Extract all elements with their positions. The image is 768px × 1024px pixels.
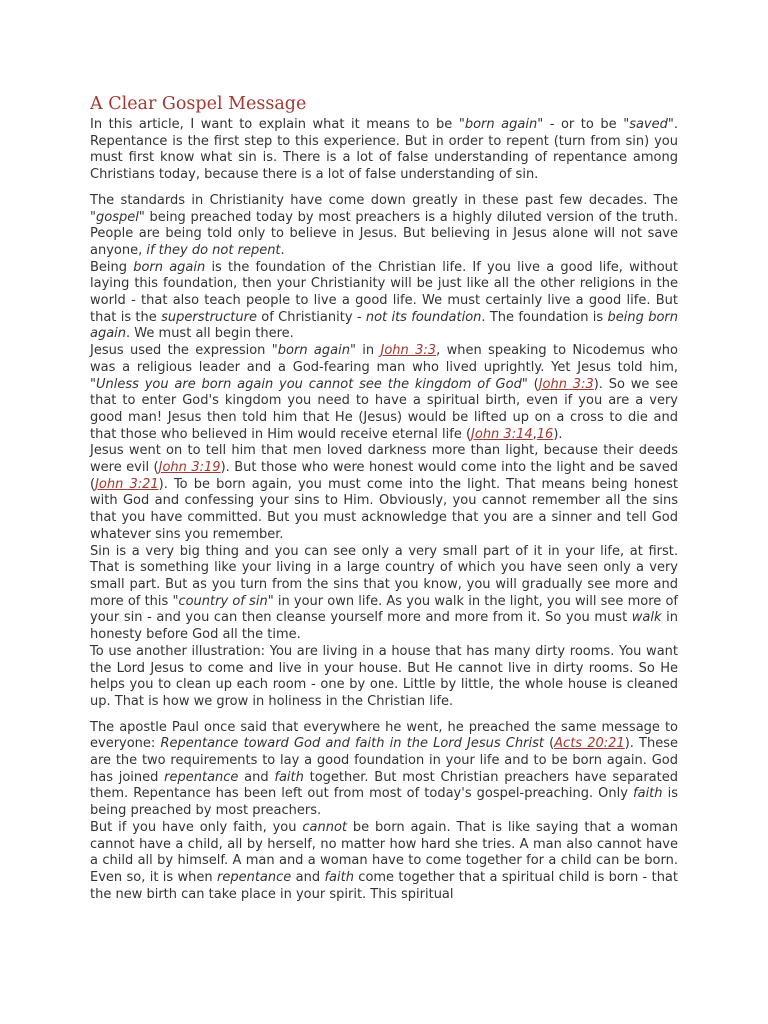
scripture-reference-link[interactable]: Acts 20:21: [554, 736, 625, 752]
paragraph-text: .: [280, 242, 285, 258]
paragraph-text: ). To be born again, you must come into the light. That means being honest with God and confessing your sins to Him. Obviously, you cannot remember all the sins that you have committed. But you must acknowledge that you are a sinner and tell God whatever sins you remember.: [90, 476, 678, 542]
paragraph: [90, 117, 678, 184]
paragraph-text: and: [291, 869, 325, 885]
paragraph-text: ,: [532, 426, 537, 442]
paragraph-text: To use another illustration: You are living in a house that has many dirty rooms. You want the Lord Jesus to come and live in your house. But He cannot live in dirty rooms. So He helps you to clean up each room - one by one. Little by little, the whole house is cleaned up. That is how we grow in holiness in the Christian life.: [90, 643, 678, 709]
paragraph-text: . The foundation is: [481, 309, 608, 325]
scripture-reference-link[interactable]: John 3:3: [538, 376, 594, 392]
paragraph-text: of Christianity -: [256, 309, 366, 325]
paragraph: [90, 343, 678, 443]
scripture-reference-link[interactable]: John 3:19: [158, 460, 221, 476]
paragraph-text: is being preached by most preachers.: [90, 786, 678, 819]
paragraph-text: " - or to be ": [537, 117, 630, 132]
paragraph-text: and: [238, 769, 275, 785]
paragraph-text: Sin is a very big thing and you can see only a very small part of it in your life, at first. That is something like your living in a large country of which you have seen only a very small part. But as you turn from the sins that you know, you will gradually see more and more of this ": [90, 543, 678, 609]
article: [90, 92, 678, 903]
paragraph-text: in honesty before God all the time.: [90, 610, 679, 643]
emphasized-text: repentance: [164, 769, 239, 785]
paragraph: [90, 644, 678, 711]
emphasized-text: country of sin: [178, 593, 268, 609]
paragraph-text: " being preached today by most preachers is a highly diluted version of the truth. People are being told only to believe in Jesus. But believing in Jesus alone will not save anyone,: [90, 209, 678, 258]
emphasized-text: superstructure: [161, 309, 257, 325]
paragraph: [90, 193, 678, 260]
paragraph-text: But if you have only faith, you: [90, 819, 303, 835]
emphasized-text: born again: [277, 343, 350, 359]
paragraph-text: Jesus went on to tell him that men loved darkness more than light, because their deeds were evil (: [90, 443, 678, 476]
paragraph: [90, 720, 678, 820]
paragraph: [90, 443, 678, 543]
emphasized-text: cannot: [302, 819, 348, 835]
paragraph-text: come together that a spiritual child is born - that the new birth can take place in your spirit. This spiritual: [90, 869, 678, 902]
paragraph-text: . We must all begin there.: [126, 326, 294, 342]
paragraph-text: ). So we see that to enter God's kingdom you need to have a spiritual birth, even if you are a very good man! Jesus then told him that He (Jesus) would be lifted up on a cross to die and that those who believed in Him would receive eternal life (: [90, 376, 678, 442]
paragraph: [90, 820, 678, 904]
paragraph-text: " in: [349, 343, 381, 359]
emphasized-text: Unless you are born again you cannot see the kingdom of God: [95, 376, 522, 392]
emphasized-text: saved: [629, 117, 668, 132]
paragraph-text: be born again. That is like saying that a woman cannot have a child, all by herself, no matter how hard she tries. A man also cannot have a child all by himself. A man and a woman have to come together for a child can be born. Even so, it is when: [90, 819, 678, 885]
paragraph: [90, 260, 678, 344]
emphasized-text: faith: [324, 869, 354, 885]
paragraph-text: Jesus used the expression ": [90, 343, 278, 359]
paragraph-text: ).: [553, 426, 563, 442]
paragraph-text: " in your own life. As you walk in the light, you will see more of your sin - and you can then cleanse yourself more and more from it. So you must: [90, 593, 678, 626]
emphasized-text: faith: [274, 769, 304, 785]
scripture-reference-link[interactable]: 16: [536, 426, 554, 442]
emphasized-text: if they do not repent: [146, 242, 281, 258]
scripture-reference-link[interactable]: John 3:14: [471, 426, 533, 442]
emphasized-text: walk: [631, 610, 662, 626]
paragraph-text: " (: [521, 376, 539, 392]
scripture-reference-link[interactable]: John 3:3: [380, 343, 437, 359]
paragraph-text: ". Repentance is the first step to this experience. But in order to repent (turn from sin) you must first know what sin is. There is a lot of false understanding of repentance among Christians today, because there is a lot of false understanding of sin.: [90, 117, 678, 183]
emphasized-text: repentance: [216, 869, 292, 885]
paragraph: [90, 544, 678, 644]
emphasized-text: born again: [464, 117, 538, 132]
paragraph-text: In this article, I want to explain what it means to be ": [90, 117, 465, 132]
paragraph-text: , when speaking to Nicodemus who was a religious leader and a God-fearing man who lived uprightly. Yet Jesus told him, ": [90, 343, 678, 392]
paragraph-text: is the foundation of the Christian life. If you live a good life, without laying this foundation, then your Christianity will be just like all the other religions in the world - that also teach people to live a good life. We must certainly live a good life. But that is the: [90, 259, 678, 325]
emphasized-text: faith: [633, 786, 663, 802]
emphasized-text: not its foundation: [365, 309, 482, 325]
paragraph-text: together. But most Christian preachers have separated them. Repentance has been left out from most of today's gospel-preaching. Only: [90, 769, 679, 802]
paragraph-text: ). These are the two requirements to lay a good foundation in your life and to be born again. God has joined: [90, 736, 678, 785]
emphasized-text: gospel: [95, 209, 139, 225]
scripture-reference-link[interactable]: John 3:21: [95, 476, 159, 492]
paragraph-text: Being: [90, 259, 134, 275]
paragraph-text: The standards in Christianity have come down greatly in these past few decades. The ": [90, 192, 678, 225]
article-body: [90, 117, 678, 903]
emphasized-text: Repentance toward God and faith in the Lord Jesus Christ: [160, 736, 544, 752]
paragraph-text: ). But those who were honest would come into the light and be saved (: [90, 460, 678, 492]
paragraph-text: The apostle Paul once said that everywhere he went, he preached the same message to everyone:: [90, 719, 678, 752]
article-title: A Clear Gospel Message: [90, 94, 307, 114]
emphasized-text: being born again: [90, 309, 678, 342]
paragraph-text: (: [543, 736, 555, 752]
emphasized-text: born again: [133, 259, 206, 275]
